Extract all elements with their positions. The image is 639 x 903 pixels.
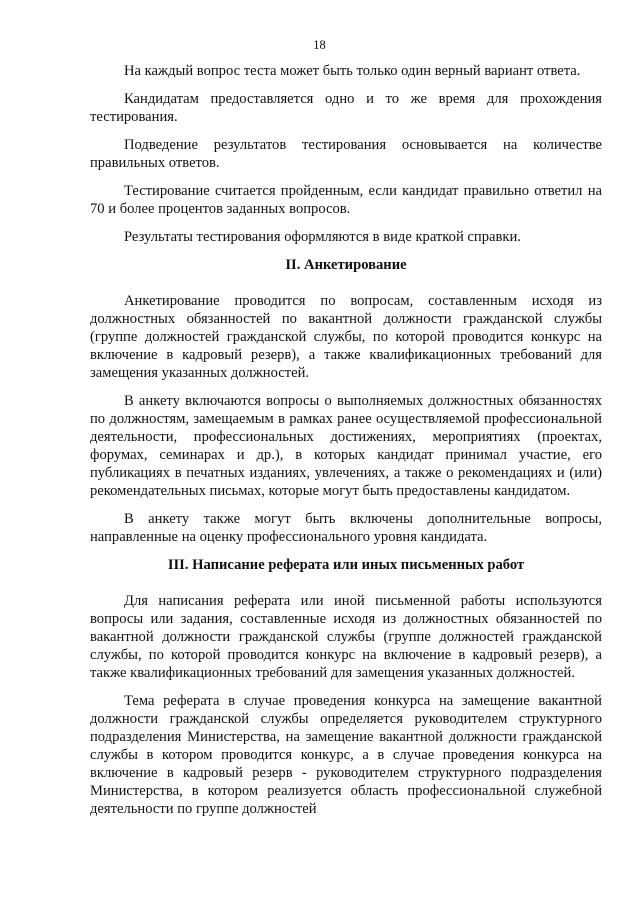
paragraph: Тестирование считается пройденным, если кандидат правильно ответил на 70 и более процентов заданных вопросов. [90, 183, 602, 217]
page-content [90, 62, 602, 828]
paragraph: В анкету включаются вопросы о выполняемых должностных обязанностях по должностям, замещаемым в рамках ранее осуществляемой профессиональной деятельности, профессиональных достижениях, мероприятиях (проектах, форумах, семинарах и др.), в которых кандидат принимал участие, его публикациях в печатных изданиях, увлечениях, а также о рекомендациях и (или) рекомендательных письмах, которые могут быть предоставлены кандидатом. [90, 393, 602, 499]
paragraph: Анкетирование проводится по вопросам, составленным исходя из должностных обязанностей по вакантной должности гражданской службы (группе должностей гражданской службы, по которой проводится конкурс на включение в кадровый резерв), а также квалификационных требований для замещения указанных должностей. [90, 293, 602, 381]
paragraph: Результаты тестирования оформляются в виде краткой справки. [124, 229, 521, 245]
paragraph: Тема реферата в случае проведения конкурса на замещение вакантной должности гражданской службы определяется руководителем структурного подразделения Министерства, на замещение вакантной должности гражданской службы в котором проводится конкурс, а в случае проведения конкурса на включение в кадровый резерв - руководителем структурного подразделения Министерства, в котором реализуется область профессиональной служебной деятельности по группе должностей [90, 693, 602, 817]
paragraph: В анкету также могут быть включены дополнительные вопросы, направленные на оценку профессионального уровня кандидата. [90, 511, 602, 545]
section-heading-questionnaire: II. Анкетирование [285, 257, 407, 273]
paragraph: На каждый вопрос теста может быть только один верный вариант ответа. [124, 63, 581, 79]
paragraph: Кандидатам предоставляется одно и то же время для прохождения тестирования. [90, 91, 602, 125]
paragraph: Подведение результатов тестирования основывается на количестве правильных ответов. [90, 137, 602, 171]
section-heading-essay: III. Написание реферата или иных письменных работ [167, 557, 525, 573]
paragraph: Для написания реферата или иной письменной работы используются вопросы или задания, составленные исходя из должностных обязанностей по вакантной должности гражданской службы (группе должностей гражданской службы, по которой проводится конкурс на включение в кадровый резерв), а также квалификационных требований для замещения указанных должностей. [90, 593, 602, 681]
page-number: 18 [313, 38, 326, 52]
